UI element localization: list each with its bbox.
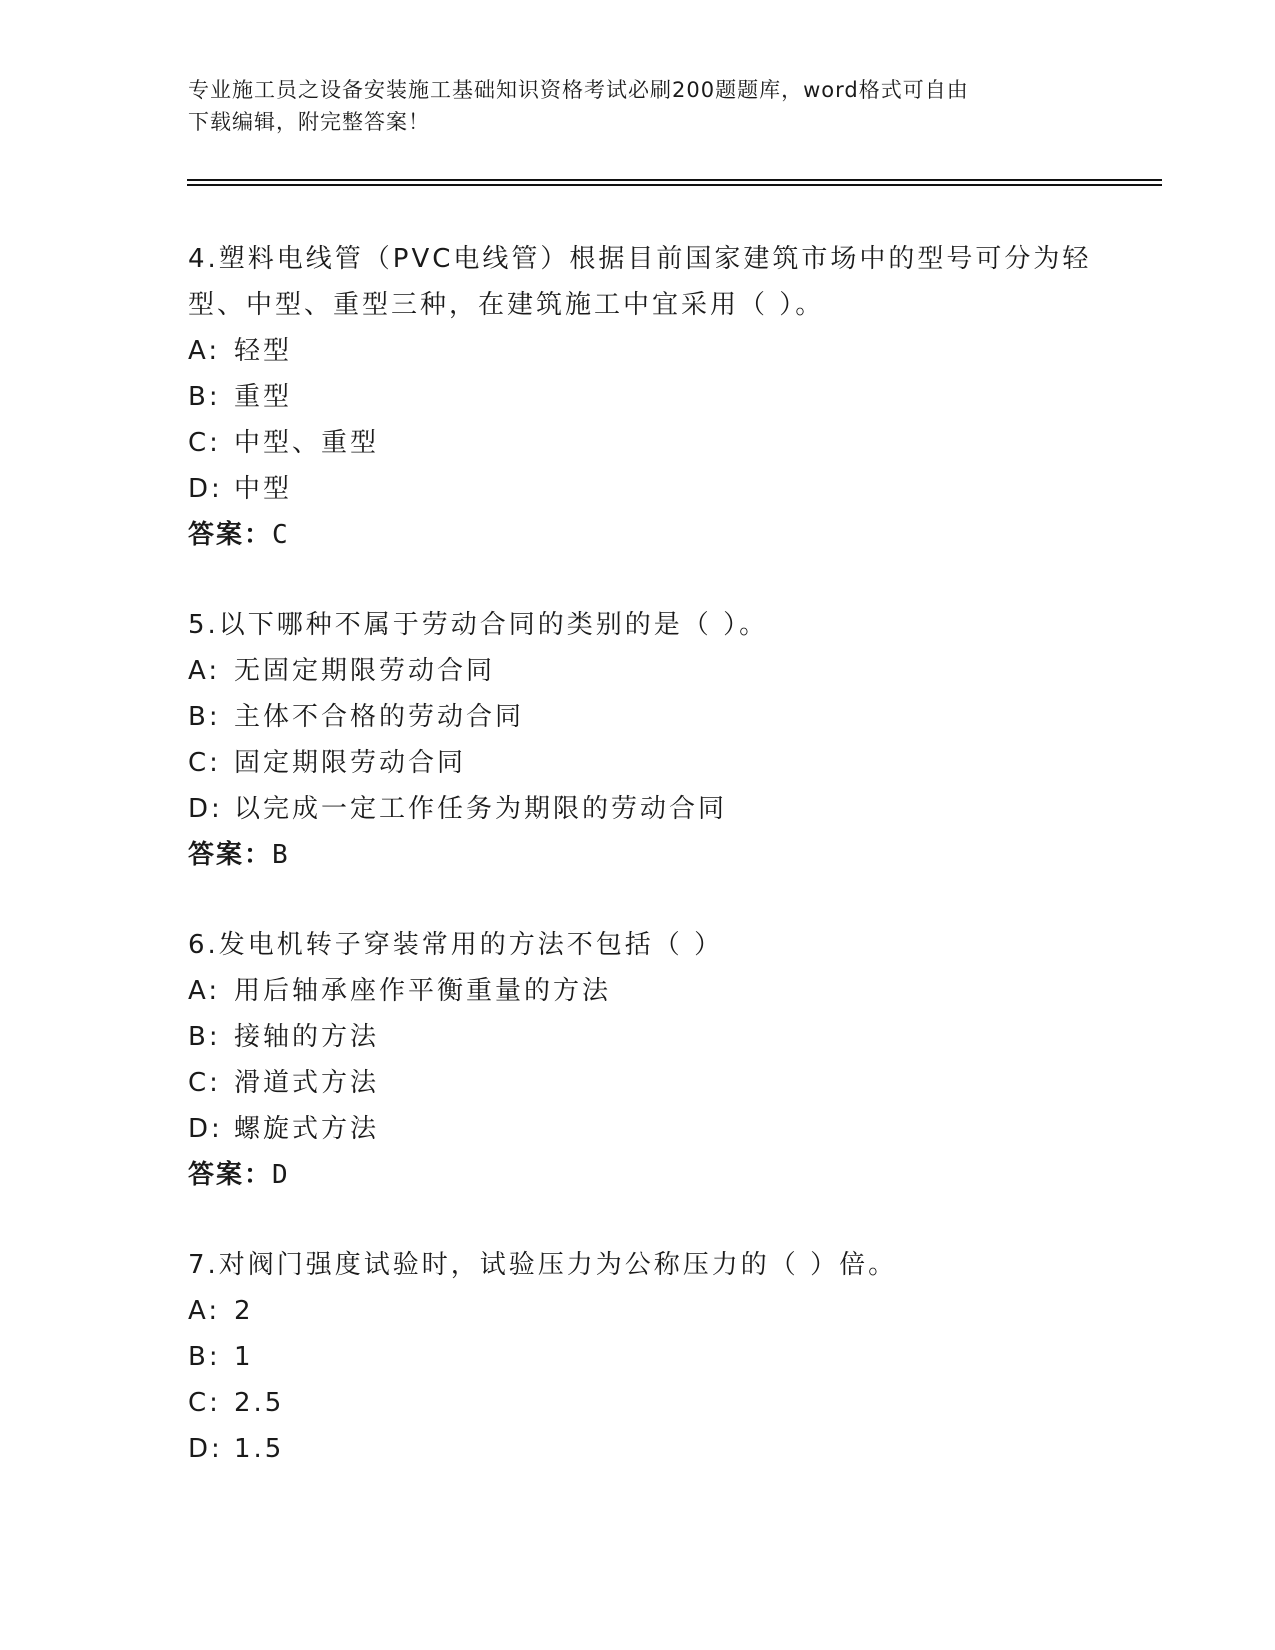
option-key: C: bbox=[188, 428, 221, 458]
option-a bbox=[188, 968, 1108, 1014]
question-4 bbox=[188, 236, 1108, 558]
document-header bbox=[188, 74, 1088, 138]
option-key: A: bbox=[188, 1296, 221, 1326]
answer-line bbox=[188, 832, 1108, 878]
option-a bbox=[188, 648, 1108, 694]
option-key: A: bbox=[188, 976, 221, 1006]
option-c bbox=[188, 1380, 1108, 1426]
header-divider-top bbox=[187, 179, 1162, 181]
option-a bbox=[188, 328, 1108, 374]
option-c bbox=[188, 1060, 1108, 1106]
question-text: 5.以下哪种不属于劳动合同的类别的是（ ）。 bbox=[188, 610, 769, 640]
option-key: D: bbox=[188, 1434, 223, 1464]
option-key: B: bbox=[188, 1022, 221, 1052]
option-key: B: bbox=[188, 382, 221, 412]
option-a bbox=[188, 1288, 1108, 1334]
option-text: 轻型 bbox=[234, 336, 293, 366]
header-line-1: 专业施工员之设备安装施工基础知识资格考试必刷200题题库，word格式可自由 bbox=[188, 78, 969, 102]
question-7 bbox=[188, 1242, 1108, 1472]
answer-line bbox=[188, 1152, 1108, 1198]
option-c bbox=[188, 740, 1108, 786]
option-text: 固定期限劳动合同 bbox=[234, 748, 467, 778]
option-key: C: bbox=[188, 1388, 221, 1418]
option-d bbox=[188, 1106, 1108, 1152]
option-key: D: bbox=[188, 794, 223, 824]
option-key: A: bbox=[188, 656, 221, 686]
option-d bbox=[188, 1426, 1108, 1472]
header-divider-bottom bbox=[187, 184, 1162, 186]
option-text: 主体不合格的劳动合同 bbox=[234, 702, 525, 732]
option-key: B: bbox=[188, 1342, 221, 1372]
option-text: 滑道式方法 bbox=[234, 1068, 380, 1098]
question-6 bbox=[188, 922, 1108, 1198]
option-text: 2 bbox=[234, 1296, 254, 1326]
answer-label: 答案： bbox=[188, 840, 273, 870]
answer-label: 答案： bbox=[188, 520, 273, 550]
option-text: 以完成一定工作任务为期限的劳动合同 bbox=[234, 794, 728, 824]
header-line-2: 下载编辑，附完整答案！ bbox=[188, 110, 430, 134]
question-text: 6.发电机转子穿装常用的方法不包括（ ） bbox=[188, 930, 724, 960]
option-d bbox=[188, 466, 1108, 512]
option-text: 中型、重型 bbox=[234, 428, 380, 458]
answer-value: C bbox=[272, 520, 290, 550]
option-d bbox=[188, 786, 1108, 832]
option-text: 螺旋式方法 bbox=[234, 1114, 380, 1144]
option-b bbox=[188, 694, 1108, 740]
option-c bbox=[188, 420, 1108, 466]
answer-value: B bbox=[272, 840, 290, 870]
option-text: 1.5 bbox=[234, 1434, 285, 1464]
answer-line bbox=[188, 512, 1108, 558]
option-b bbox=[188, 374, 1108, 420]
answer-value: D bbox=[272, 1160, 290, 1190]
option-key: C: bbox=[188, 748, 221, 778]
option-key: C: bbox=[188, 1068, 221, 1098]
option-text: 重型 bbox=[234, 382, 293, 412]
option-text: 中型 bbox=[234, 474, 293, 504]
option-text: 接轴的方法 bbox=[234, 1022, 380, 1052]
option-key: B: bbox=[188, 702, 221, 732]
question-5 bbox=[188, 602, 1108, 878]
option-text: 1 bbox=[234, 1342, 254, 1372]
option-key: D: bbox=[188, 474, 223, 504]
option-b bbox=[188, 1014, 1108, 1060]
question-text: 4.塑料电线管（PVC电线管）根据目前国家建筑市场中的型号可分为轻型、中型、重型三种，在建筑施工中宜采用（ ）。 bbox=[188, 244, 1092, 320]
option-b bbox=[188, 1334, 1108, 1380]
option-text: 无固定期限劳动合同 bbox=[234, 656, 496, 686]
option-key: D: bbox=[188, 1114, 223, 1144]
question-text: 7.对阀门强度试验时，试验压力为公称压力的（ ）倍。 bbox=[188, 1250, 898, 1280]
option-text: 用后轴承座作平衡重量的方法 bbox=[234, 976, 612, 1006]
option-key: A: bbox=[188, 336, 221, 366]
answer-label: 答案： bbox=[188, 1160, 273, 1190]
option-text: 2.5 bbox=[234, 1388, 285, 1418]
